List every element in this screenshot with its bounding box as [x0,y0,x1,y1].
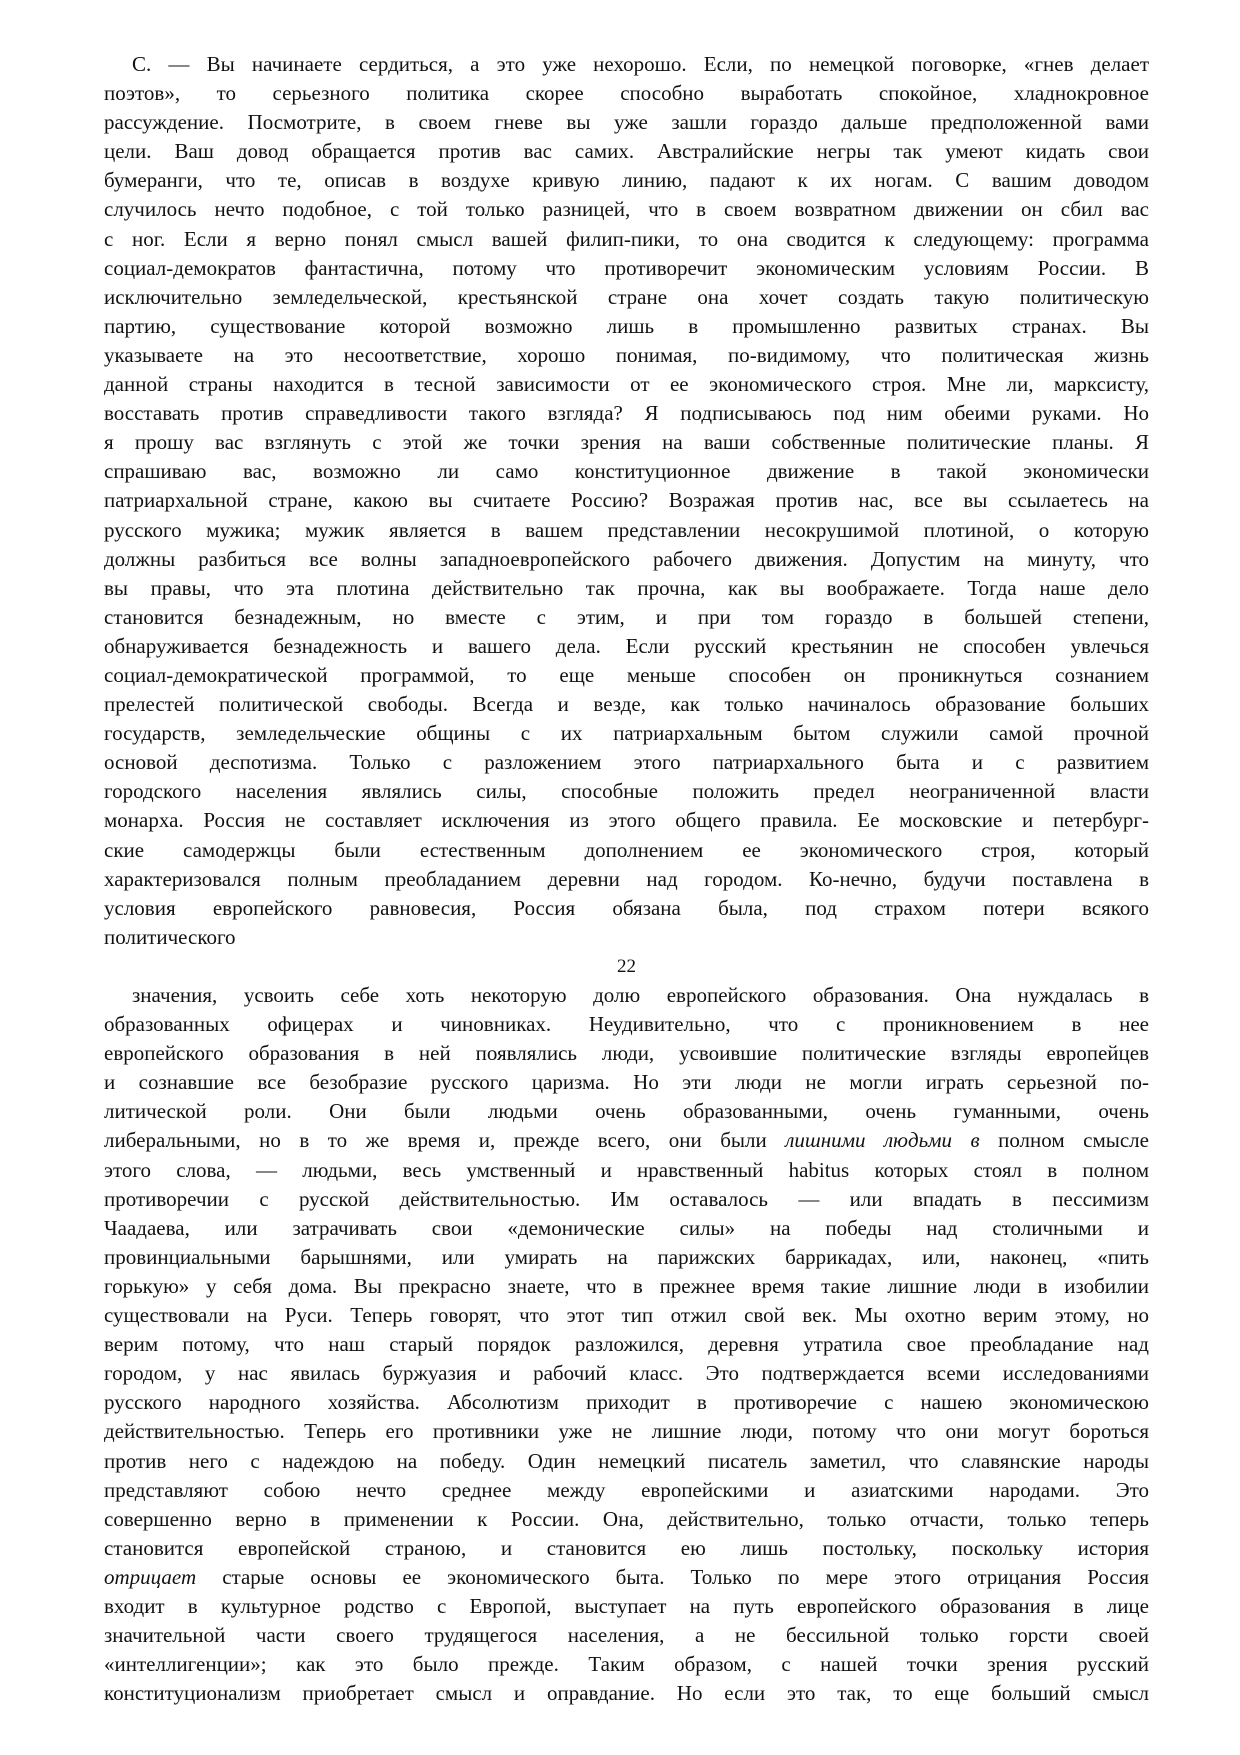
text-line: монарха. Россия не составляет исключения из этого общего правила. Ее московские и петербург- [104,808,1149,833]
text-line: представляют собою нечто среднее между европейскими и азиатскими народами. Это [104,1477,1149,1502]
text-span: старые основы ее экономического быта. Только по мере этого отрицания Россия [196,1564,1149,1589]
text-line: городского населения являлись силы, способные положить предел неограниченной власти [104,779,1149,804]
text-line: городом, у нас явилась буржуазия и рабочий класс. Это подтверждается всеми исследованиями [104,1361,1149,1386]
text-line: социал-демократов фантастична, потому что противоречит экономическим условиям России. В [104,255,1149,280]
text-line: социал-демократической программой, то еще меньше способен он проникнуться сознанием [104,662,1149,687]
text-line: «интеллигенции»; как это было прежде. Таким образом, с нашей точки зрения русский [104,1652,1149,1677]
text-line: основой деспотизма. Только с разложением этого патриархального быта и с развитием [104,750,1149,775]
text-span: либеральными, но в то же время и, прежде всего, они были [104,1128,786,1153]
text-line: характеризовался полным преобладанием деревни над городом. Ко-нечно, будучи поставлена в [104,866,1149,891]
text-line: партию, существование которой возможно лишь в промышленно развитых странах. Вы [104,313,1149,338]
text-line: поэтов», то серьезного политика скорее способно выработать спокойное, хладнокровное [104,81,1149,106]
text-line: верим потому, что наш старый порядок разложился, деревня утратила свое преобладание над [104,1332,1149,1357]
text-line: русского мужика; мужик является в вашем представлении несокрушимой плотиной, о которую [104,517,1149,542]
text-line: указываете на это несоответствие, хорошо понимая, по-видимому, что политическая жизнь [104,342,1149,367]
text-line: обнаруживается безнадежность и вашего дела. Если русский крестьянин не способен увлечься [104,633,1149,658]
text-line: действительностью. Теперь его противники уже не лишние люди, потому что они могут бороться [104,1419,1149,1444]
text-line: рассуждение. Посмотрите, в своем гневе вы уже зашли гораздо дальше предположенной вами [104,110,1149,135]
text-line: ские самодержцы были естественным дополнением ее экономического строя, который [104,837,1149,862]
page-number: 22 [617,955,636,977]
text-line: данной страны находится в тесной зависимости от ее экономического строя. Мне ли, марксисту, [104,372,1149,397]
text-line: значения, усвоить себе хоть некоторую долю европейского образования. Она нуждалась в [132,983,1149,1007]
text-line: провинциальными барышнями, или умирать на парижских баррикадах, или, наконец, «пить [104,1244,1149,1269]
text-line: цели. Ваш довод обращается против вас самих. Австралийские негры так умеют кидать свои [104,139,1149,164]
text-line: вы правы, что эта плотина действительно так прочна, как вы воображаете. Тогда наше дело [104,575,1149,600]
text-line: восставать против справедливости такого взгляда? Я подписываюсь под ним обеими руками. Но [104,401,1149,426]
text-line: должны разбиться все волны западноевропейского рабочего движения. Допустим на минуту, что [104,546,1149,571]
text-line: исключительно земледельческой, крестьянской стране она хочет создать такую политическую [104,284,1149,309]
document-page [104,50,1149,1708]
text-line: случилось нечто подобное, с той только разницей, что в своем возвратном движении он сбил вас [104,197,1149,222]
text-line: бумеранги, что те, описав в воздухе кривую линию, падают к их ногам. С вашим доводом [104,168,1149,193]
text-line: С. — Вы начинаете сердиться, а это уже нехорошо. Если, по немецкой поговорке, «гнев делает [132,52,1149,76]
text-line: с ног. Если я верно понял смысл вашей филип-пики, то она сводится к следующему: программа [104,226,1149,251]
text-line: прелестей политической свободы. Всегда и везде, как только начиналось образование больших [104,692,1149,717]
text-line: совершенно верно в применении к России. Она, действительно, только отчасти, только теперь [104,1506,1149,1531]
text-line: спрашиваю вас, возможно ли само конституционное движение в такой экономически [104,459,1149,484]
text-line: значительной части своего трудящегося населения, а не бессильной только горсти своей [104,1623,1149,1648]
italic-text: лишними людьми в [785,1128,980,1153]
text-line: конституционализм приобретает смысл и оправдание. Но если это так, то еще больший смысл [104,1681,1149,1706]
text-span: полном смысле [979,1128,1149,1153]
text-line: становится безнадежным, но вместе с этим, и при том гораздо в большей степени, [104,604,1149,629]
text-block-bottom [104,981,1149,1708]
text-line: входит в культурное родство с Европой, выступает на путь европейского образования в лице [104,1593,1149,1618]
text-line: противоречии с русской действительностью. Им оставалось — или впадать в пессимизм [104,1186,1149,1211]
text-line: условия европейского равновесия, Россия обязана была, под страхом потери всякого [104,895,1149,920]
text-line: становится европейской страною, и становится ею лишь постольку, поскольку история [104,1535,1149,1560]
italic-text: отрицает [104,1564,197,1589]
text-line: патриархальной стране, какою вы считаете Россию? Возражая против нас, все вы ссылаетесь на [104,488,1149,513]
text-line: против него с надеждою на победу. Один немецкий писатель заметил, что славянские народы [104,1448,1149,1473]
text-line: Чаадаева, или затрачивать свои «демонические силы» на победы над столичными и [104,1215,1149,1240]
text-line: политического [104,924,236,949]
text-line: образованных офицерах и чиновниках. Неудивительно, что с проникновением в нее [104,1012,1149,1037]
text-block-top [104,50,1149,952]
text-line: европейского образования в ней появлялись люди, усвоившие политические взгляды европейцев [104,1041,1149,1066]
text-line [104,1563,1149,1592]
text-line: существовали на Руси. Теперь говорят, что этот тип отжил свой век. Мы охотно верим этому, но [104,1303,1149,1328]
text-line: литической роли. Они были людьми очень образованными, очень гуманными, очень [104,1099,1149,1124]
text-line: русского народного хозяйства. Абсолютизм приходит в противоречие с нашею экономическою [104,1390,1149,1415]
text-line: государств, земледельческие общины с их патриархальным бытом служили самой прочной [104,721,1149,746]
text-line: горькую» у себя дома. Вы прекрасно знаете, что в прежнее время такие лишние люди в изобилии [104,1273,1149,1298]
text-line: я прошу вас взглянуть с этой же точки зрения на ваши собственные политические планы. Я [104,430,1149,455]
text-line: и сознавшие все безобразие русского царизма. Но эти люди не могли играть серьезной по- [104,1070,1149,1095]
text-line [104,1126,1149,1155]
text-line: этого слова, — людьми, весь умственный и нравственный habitus которых стоял в полном [104,1157,1149,1182]
